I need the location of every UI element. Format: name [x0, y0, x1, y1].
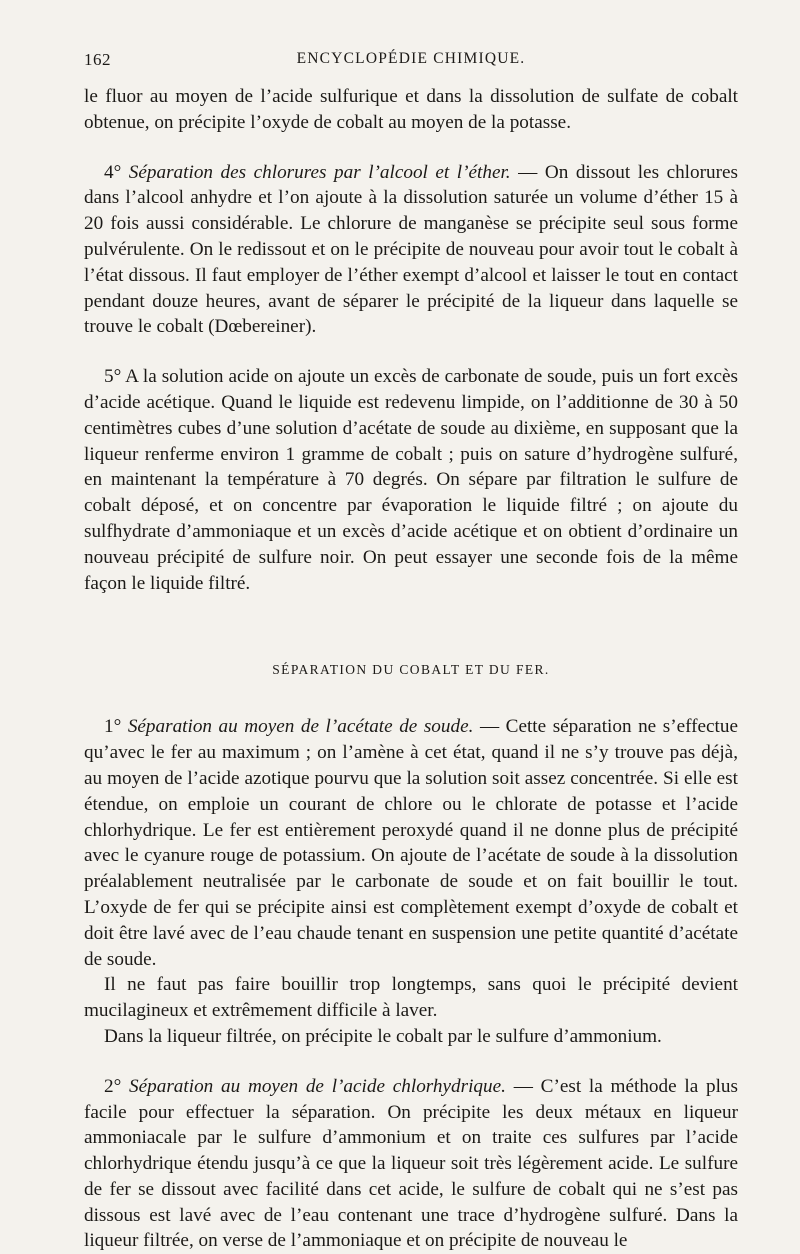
- section-heading: SÉPARATION DU COBALT ET DU FER.: [272, 662, 550, 678]
- paragraph-intro: le fluor au moyen de l’acide sulfurique et dans la dissolution de sulfate de cobalt obtenue, on précipite l’oxyde de cobalt au moyen de la potasse.: [84, 86, 738, 133]
- section-2-number: 2°: [104, 1075, 130, 1097]
- running-title: ENCYCLOPÉDIE CHIMIQUE.: [296, 50, 526, 67]
- section-1-paragraph-3: Dans la liqueur filtrée, on précipite le cobalt par le sulfure d’ammonium.: [104, 1025, 662, 1047]
- page-header: [84, 50, 738, 84]
- section-1-number: 1°: [104, 716, 128, 738]
- paragraph-4-title: Séparation des chlorures par l’alcool et l’éther.: [128, 161, 511, 183]
- paragraph-5: 5° A la solution acide on ajoute un excès de carbonate de soude, puis un fort excès d’acide acétique. Quand le liquide est redevenu limpide, on l’additionne de 30 à 50 centimètres cubes d’une solution d’acétate de soude au dixième, en supposant que la liqueur renferme environ 1 gramme de cobalt ; puis on sature d’hydrogène sulfuré, en maintenant la température à 70 degrés. On sépare par filtration le sulfure de cobalt déposé, et on concentre par évaporation le liquide filtré ; on ajoute du sulfhydrate d’ammoniaque et un excès d’acide acétique et on obtient d’ordinaire un nouveau précipité de sulfure noir. On peut essayer une seconde fois de la même façon le liquide filtré.: [84, 366, 738, 594]
- paragraph-4-number: 4°: [104, 161, 129, 183]
- section-1-title: Séparation au moyen de l’acétate de soude.: [127, 716, 474, 738]
- section-1-paragraph-2: Il ne faut pas faire bouillir trop longtemps, sans quoi le précipité devient mucilagineux et extrêmement difficile à laver.: [84, 974, 738, 1022]
- page-number: 162: [84, 50, 111, 69]
- section-2-text: — C’est la méthode la plus facile pour effectuer la séparation. On précipite les deux métaux en liqueur ammoniacale par le sulfure d’ammonium et on traite ces sulfures par l’acide chlorhydrique étendu jusqu’à ce que la liqueur soit très légèrement acide. Le sulfure de fer se dissout avec facilité dans cet acide, le sulfure de cobalt qui ne s’est pas dissous est lavé avec de l’eau contenant une trace d’hydrogène sulfuré. Dans la liqueur filtrée, on verse de l’ammoniaque et on précipite de nouveau le: [84, 1075, 738, 1252]
- section-1-text: — Cette séparation ne s’effectue qu’avec le fer au maximum ; on l’amène à cet état, quand il ne s’y trouve pas déjà, au moyen de l’acide azotique pourvu que la solution soit assez concentrée. Si elle est étendue, on emploie un courant de chlore ou le chlorate de potasse et l’acide chlorhydrique. Le fer est entièrement peroxydé quand il ne donne plus de précipité avec le cyanure rouge de potassium. On ajoute de l’acétate de soude à la dissolution préalablement neutralisée par le carbonate de soude et on fait bouillir le tout. L’oxyde de fer qui se précipite ainsi est complètement exempt d’oxyde de cobalt et doit être lavé avec de l’eau chaude tenant en suspension une petite quantité d’acétate de soude.: [84, 716, 738, 970]
- section-2-title: Séparation au moyen de l’acide chlorhydrique.: [129, 1075, 506, 1097]
- section-1-paragraph: [84, 714, 738, 972]
- paragraph-4: [84, 160, 738, 341]
- paragraph-4-text: — On dissout les chlorures dans l’alcool anhydre et l’on ajoute à la dissolution saturée un volume d’éther 15 à 20 fois aussi considérable. Le chlorure de manganèse se précipite seul sous forme pulvérulente. On le redissout et on le précipite de nouveau pour avoir tout le cobalt à l’état dissous. Il faut employer de l’éther exempt d’alcool et laisser le tout en contact pendant douze heures, avant de séparer le précipité de la liqueur dans laquelle se trouve le cobalt (Dœbereiner).: [84, 161, 738, 338]
- section-2-paragraph: [84, 1074, 738, 1254]
